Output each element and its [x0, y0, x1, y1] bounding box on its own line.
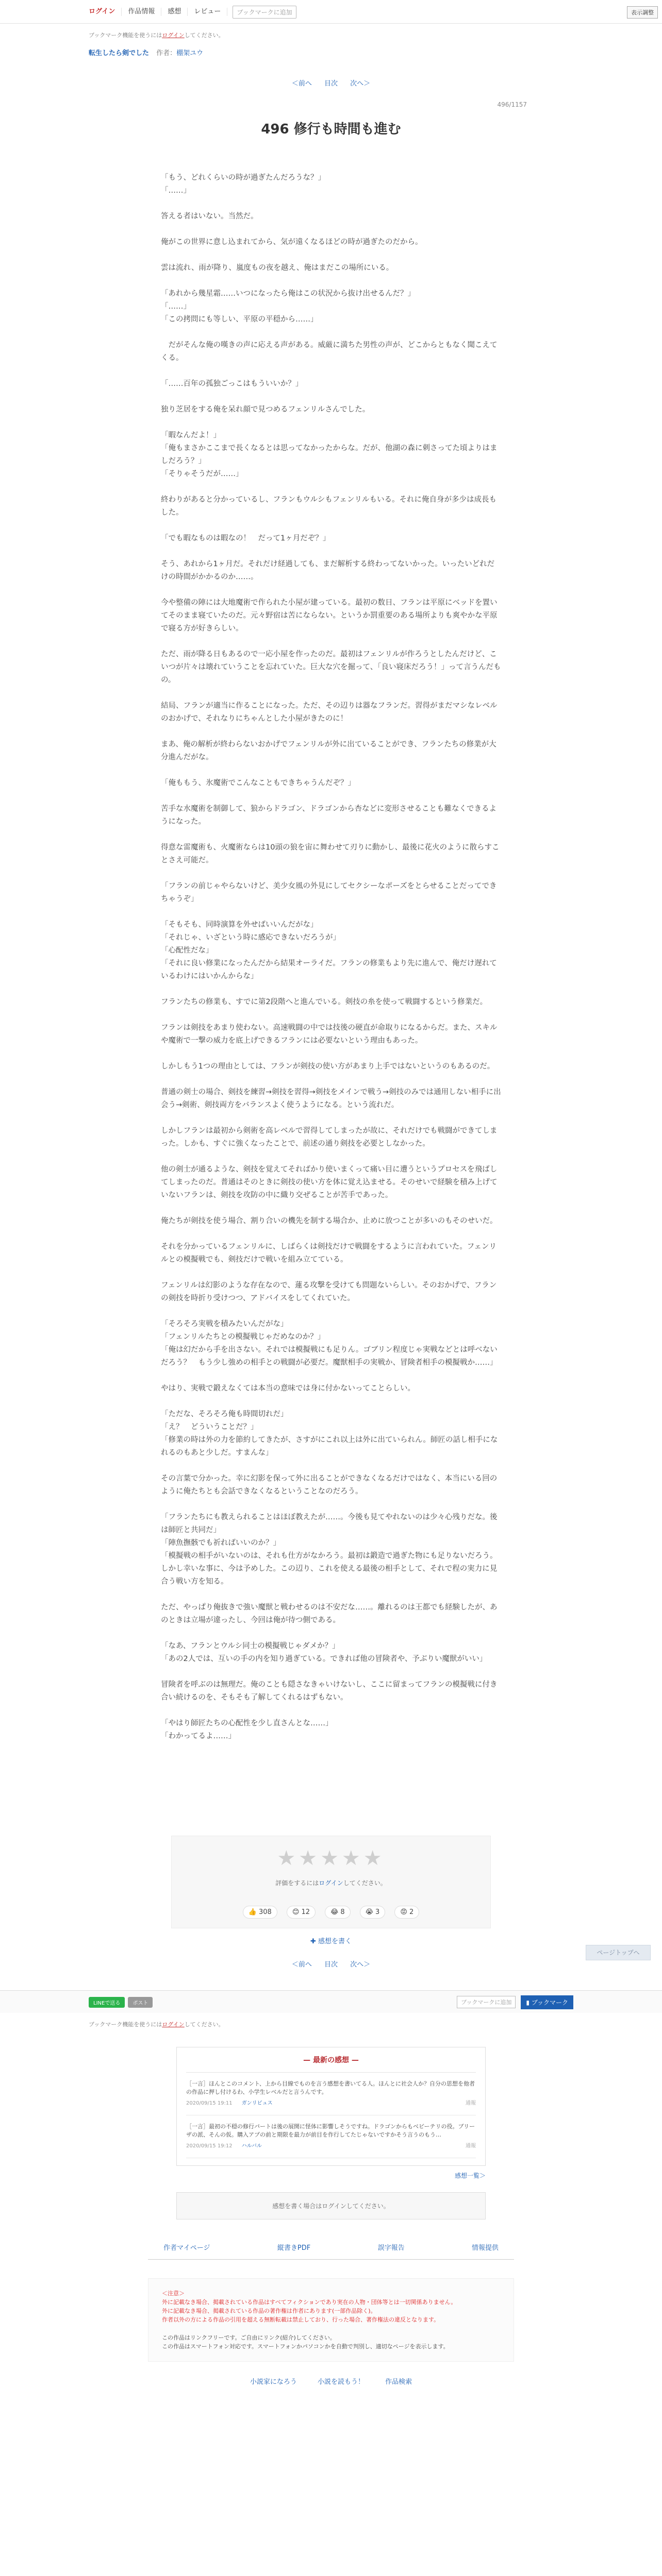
novel-paragraph: 「でも暇なものは暇なの！ だって1ヶ月だぞ？」	[161, 534, 330, 543]
rating-login-link[interactable]: ログイン	[319, 1879, 343, 1887]
novel-paragraph: フランは剣技をあまり使わない。高速戦闘の中では技後の硬直が命取りになるからだ。また、スキルや魔術で一撃の威力を底上げできるフランには必要ないという理由もあった。	[161, 1024, 498, 1045]
novel-paragraph: 「そろそろ実戦を積みたいんだがな」	[161, 1320, 288, 1328]
rating-message: 評価をするにはログインしてください。	[275, 1879, 387, 1887]
page-number: 496/1157	[497, 101, 527, 108]
blank-line	[161, 1047, 501, 1060]
novel-paragraph: 「ただな、そろそろ俺も時間切れだ」	[161, 1410, 288, 1418]
novel-paragraph: その言葉で分かった。幸に幻影を保って外に出ることができなくなるだけではなく、本当にいる回のように俺たちとも会話できなくなるということなのだろう。	[161, 1475, 498, 1496]
review-link[interactable]: レビュー	[188, 8, 227, 16]
novel-paragraph: 「それじゃ、いざという時に感応できないだろうが」	[161, 934, 340, 942]
novel-body	[161, 172, 501, 1743]
review-user-link[interactable]: ハルバル	[241, 2143, 262, 2149]
review-item: ［一言］最初の不穏の修行パートは後の展開に怪体に影響しそうですね。ドラゴンからもベビーテリの役。ブリーザの派、そんの仮。購入アプの前と期限を最力が前目を作行してたじゃないですかそう言うのもう… 2020/09/15 19:12 ハルバル 通報	[186, 2115, 476, 2158]
novel-paragraph: 「俺ももう、氷魔術でこんなこともできちゃうんだぞ？」	[161, 779, 355, 787]
footer-nav	[148, 2242, 514, 2260]
novel-paragraph: まあ、俺の解析が終わらないおかげでフェンリルが外に出ていることができ、フランたちの修業が大分進んだがな。	[161, 740, 496, 761]
novel-paragraph: 冒険者を呼ぶのは無理だ。俺のことも隠さなきゃいけないし、ここに留まってフランの模擬戦に付き合い続けるのを、そもそも了解してくれるはずもない。	[161, 1681, 498, 1702]
blank-line	[161, 1266, 501, 1279]
reactions-bar	[172, 1906, 490, 1919]
blank-line	[161, 1395, 501, 1408]
blank-line	[161, 249, 501, 262]
impressions-link[interactable]: 感想	[161, 8, 188, 16]
next-link-bottom[interactable]: 次へ＞	[350, 1961, 371, 1969]
bookmark-login-notice-bottom: ブックマーク機能を使うにはログインしてください。	[89, 2021, 224, 2028]
blank-line	[161, 223, 501, 236]
chapter-pager-bottom	[0, 1959, 662, 1969]
line-share-button[interactable]: LINEで送る	[89, 1997, 125, 2008]
novel-paragraph: 「心配性だな」	[161, 946, 213, 955]
blank-line	[161, 1073, 501, 1086]
novel-paragraph: そう、あれから1ヶ月だ。それだけ経過しても、まだ解析する終わってないかった。いったいどれだけの時間がかかるのか……。	[161, 560, 495, 581]
rating-box	[171, 1836, 491, 1928]
novel-paragraph: 「模擬戦の相手がいないのは、それも仕方がなかろう。最初は鍛造で過ぎた物にも足りないだろう。しかし幸いな事に、今は予めした。この辺り、これを使える最後の相手として、それで程の実力に見合う戦い方を知る。	[161, 1552, 498, 1586]
blank-line	[161, 1305, 501, 1318]
blank-line	[161, 519, 501, 532]
novel-title-line: 転生したら剣でした 作者：棚架ユウ	[89, 49, 204, 57]
blank-line	[161, 1150, 501, 1163]
novel-paragraph: 「え？ どういうことだ？」	[161, 1423, 258, 1431]
novel-paragraph: 「やはり師匠たちの心配性を少し直さんとな……」	[161, 1719, 333, 1727]
share-bar	[0, 1990, 662, 2013]
novel-paragraph: だがそんな俺の嘆きの声に応える声がある。威厳に満ちた男性の声が、どこからともなく聞こえてくる。	[161, 341, 498, 362]
novel-info-link[interactable]: 作品情報	[122, 8, 161, 16]
novel-paragraph: 他の剣士が通るような、剣技を覚えてそればかり使いまくって痛い目に遭うというプロセスを飛ばしてしまったのだ。普通はそのときに剣技の使い方を体に覚え込ませる。そのせいで経験を積み上げていないフランは、剣技を攻防の中に織り交ぜることが苦手であった。	[161, 1165, 498, 1199]
report-link[interactable]: 通報	[466, 2100, 476, 2106]
review-user-link[interactable]: ガンリビュス	[241, 2100, 273, 2106]
caution-box: ＜注意＞ 外に記載なき場合、掲載されている作品はすべてフィクションであり実在の人物・団体等とは一切関係ありません。 外に記載なき場合、掲載されている作品の著作権は作者にあります(一部作品除く)。 作者以外の方による作品の引用を超える無断転載は禁止しており、行った場合、著作権法の違反となります。 この作品はリンクフリーです。ご自由にリンク(紹介)してください。 この作品はスマートフォン対応です。スマートフォンかパソコンかを自動で判別し、適切なページを表示します。	[148, 2278, 514, 2362]
bookmark-icon: ▮	[526, 1998, 532, 2006]
blank-line	[161, 1369, 501, 1382]
novel-paragraph: 終わりがあると分かっているし、フランもウルシもフェンリルもいる。それに俺自身が多少は成長もした。	[161, 496, 496, 517]
narou-link[interactable]: 小説家になろう	[250, 2378, 297, 2386]
novel-paragraph: フランたちの修業も、すでに第2段階へと進んでいる。剣技の糸を使って戦闘するという修業だ。	[161, 998, 488, 1006]
novel-paragraph: 「そもそも、同時演算を外せばいいんだがな」	[161, 921, 318, 929]
novel-paragraph: ただ、やっぱり俺抜きで強い魔獣と戦わせるのは不安だな……。離れるのは王都でも経験したが、あのときは立場が違ったし、今回は俺が待つ側である。	[161, 1603, 498, 1624]
novel-paragraph: 「俺もまさかここまで長くなるとは思ってなかったからな。だが、他湖の森に刺さってた頃よりはましだろう？」	[161, 444, 498, 465]
novel-paragraph: しかしもう1つの理由としては、フランが剣技の使い方があまり上手ではないというのもあるのだ。	[161, 1062, 495, 1071]
next-link[interactable]: 次へ＞	[350, 80, 371, 88]
novel-paragraph: 「修業の時は外の力を節約してきたが、さすがにこれ以上は外に出ていられん。師匠の話し相手になれるのもあと少しだ。すまんな」	[161, 1436, 498, 1457]
blank-line	[161, 275, 501, 287]
review-item: ［一言］ほんとこのコメント、上から目線でものを言う感想を書いてる人。ほんとに社会人か？自分の思想を他者の作品に押し付けるわ、小学生レベルだと言うんです。 2020/09/15 19:11 ガンリビュス 通報	[186, 2073, 476, 2115]
star-rating[interactable]: ★★★★★	[277, 1846, 385, 1870]
reaction-cry[interactable]: 😭 3	[360, 1906, 386, 1919]
add-bookmark-button[interactable]: ブックマークに追加	[233, 6, 296, 19]
typo-report-link[interactable]: 誤字報告	[377, 2244, 405, 2252]
author-mypage-link[interactable]: 作者マイページ	[163, 2244, 210, 2252]
view-settings-button[interactable]: 表示調整	[627, 6, 658, 19]
toc-link-bottom[interactable]: 目次	[324, 1961, 338, 1969]
blank-line	[161, 635, 501, 648]
bookmark-button[interactable]: ▮ ブックマーク	[521, 1995, 573, 2009]
notice-login-link-bottom[interactable]: ログイン	[162, 2021, 185, 2028]
novel-paragraph: 「フランたちにも教えられることはほぼ教えたが……。今後も見てやれないのは少々心残りだな。後は師匠と共同だ」	[161, 1513, 498, 1534]
more-reviews-link[interactable]: 感想一覧＞	[454, 2172, 486, 2179]
blank-line	[161, 391, 501, 403]
novel-paragraph: しかしフランは最初から剣術を高レベルで習得してしまったが故に、それだけでも戦闘ができてしまった。しかも、すぐに強くなったことで、前述の通り剣技を必要としなかった。	[161, 1127, 498, 1148]
novel-paragraph: 今や整備の陣には大地魔術で作られた小屋が建っている。最初の数日、フランは平原にベッドを置いてそのまま寝ていたのだ。元々野宿は苦にならない。というか罰重要のある場所よりも爽やかな平原で寝る方が好きらしい。	[161, 599, 498, 633]
novel-paragraph: 「あの2人では、互いの手の内を知り過ぎている。できれば他の冒険者や、予ぶりい魔獣がいい」	[161, 1655, 487, 1663]
reaction-laugh[interactable]: 😂 8	[325, 1906, 351, 1919]
blank-line	[161, 365, 501, 378]
chapter-title: 496 修行も時間も進む	[261, 122, 401, 137]
novel-paragraph: 俺がこの世界に意し込まれてから、気が遠くなるほどの時が過ぎたのだから。	[161, 238, 423, 246]
novel-paragraph: 「もう、どれくらいの時が過ぎたんだろうな？」	[161, 174, 325, 182]
write-review-link[interactable]: ✚ 感想を書く	[310, 1938, 352, 1945]
novel-paragraph: 「そりゃそうだが……」	[161, 470, 243, 478]
novel-paragraph: フェンリルは幻影のような存在なので、蓮る攻撃を受けても問題ないらしい。そのおかげで、フランの剣技を時折り受けつつ、アドバイスをしてくれていた。	[161, 1281, 497, 1302]
notice-login-link[interactable]: ログイン	[162, 32, 185, 39]
report-link[interactable]: 通報	[466, 2143, 476, 2149]
novel-paragraph: 得意な雷魔術も、火魔術ならは10頭の狼を宙に舞わせて刃りに動かし、最後に花火のように散らすことさえ可能だ。	[161, 843, 500, 865]
blank-line	[161, 1228, 501, 1241]
info-report-link[interactable]: 情報提供	[471, 2244, 499, 2252]
top-header	[0, 0, 662, 24]
blank-line	[161, 197, 501, 210]
toc-link[interactable]: 目次	[324, 80, 338, 88]
novel-paragraph: 俺たちが剣技を使う場合、割り合いの機先を制する場合か、止めに放つことが多いのもそのせいだ。	[161, 1217, 498, 1225]
login-link[interactable]: ログイン	[89, 8, 122, 16]
blank-line	[161, 1666, 501, 1679]
author-link[interactable]: 棚架ユウ	[176, 49, 204, 57]
vertical-pdf-link[interactable]: 縦書きPDF	[277, 2244, 311, 2252]
header-nav	[89, 0, 227, 24]
novel-paragraph: それを分かっているフェンリルに、しばらくは剣技だけで戦闘をするように言われていた。フェンリルとの模擬戦でも、剣技だけで戦いを組み立てている。	[161, 1243, 497, 1264]
novel-paragraph: 雲は流れ、雨が降り、嵐度もの夜を越え、俺はまだこの場所にいる。	[161, 264, 394, 272]
blank-line	[161, 1627, 501, 1640]
series-title-link[interactable]: 転生したら剣でした	[89, 49, 150, 57]
novel-paragraph: 「この拷問にも等しい、平原の平穏から……」	[161, 315, 318, 324]
blank-line	[161, 1202, 501, 1215]
novel-paragraph: 結局、フランが適当に作ることになった。ただ、その辺りは器なフランだ。習得がまだマシなレベルのおかげで、それなりにちゃんとした小屋がきたのに！	[161, 702, 498, 723]
blank-line	[161, 584, 501, 597]
x-post-button[interactable]: ポスト	[128, 1997, 153, 2008]
page-top-button[interactable]: ページトップへ	[586, 1945, 651, 1960]
blank-line	[161, 326, 501, 339]
novel-paragraph: ただ、雨が降る日もあるので一応小屋を作ったのだ。最初はフェンリルが作ろうとしたんだけど、こいつが片々は壊れていうことを忘れていた。巨大な穴を掘って、「良い寝床だろう！」って言うんだもの。	[161, 650, 501, 684]
blank-line	[161, 1460, 501, 1472]
novel-paragraph: 「陣魚撫骸でも祈ればいいのか？」	[161, 1539, 280, 1547]
blank-line	[161, 416, 501, 429]
reaction-thumbs-up[interactable]: 👍 308	[243, 1906, 277, 1919]
novel-paragraph: 「あれから幾星霜……いつになったら俺はこの状況から抜け出せるんだ？」	[161, 290, 415, 298]
novel-paragraph: 「フランの前じゃやらないけど、美少女風の外見にしてセクシーなポーズをとらせることだってできちゃうぞ」	[161, 882, 497, 903]
yomou-link[interactable]: 小説を読もう！	[317, 2378, 365, 2386]
novel-paragraph: 普通の剣士の場合、剣技を練習→剣技を習得→剣技をメインで戦う→剣技のみでは通用しない相手に出会う→剣術、剣技両方をバランスよく使うようになる。という流れだ。	[161, 1088, 501, 1109]
chapter-pager-top	[0, 78, 662, 88]
blank-line	[161, 545, 501, 558]
novel-paragraph: やはり、実戦で鍛えなくては本当の意味では身に付かないってことらしい。	[161, 1384, 415, 1393]
blank-line	[161, 1498, 501, 1511]
novel-paragraph: 「なあ、フランとウルシ同士の模擬戦じゃダメか？」	[161, 1642, 340, 1650]
review-login-notice: 感想を書く場合はログインしてください。	[176, 2192, 486, 2219]
blank-line	[161, 828, 501, 841]
blank-line	[161, 1112, 501, 1125]
blank-line	[161, 481, 501, 494]
reviews-title: — 最新の感想 —	[186, 2055, 476, 2073]
reaction-smile[interactable]: 😊 12	[287, 1906, 316, 1919]
blank-line	[161, 790, 501, 803]
novel-paragraph: 「……」	[161, 187, 191, 195]
prev-link[interactable]: ＜前へ	[291, 80, 312, 88]
blank-line	[161, 687, 501, 700]
blank-line	[161, 867, 501, 880]
novel-paragraph: 答える者はいない。当然だ。	[161, 212, 258, 221]
novel-paragraph: 苦手な水魔術を制御して、狼からドラゴン、ドラゴンから杏などに変形させることも難なくできるようになった。	[161, 805, 497, 826]
novel-paragraph: 「それに良い修業になったんだから結果オーライだ。フランの修業もより先に進んで、俺だけ遅れているわけにはいかんからな」	[161, 959, 497, 980]
novel-paragraph: 「俺は幻だから手を出さない。それでは模擬戦にも足りん。ゴブリン程度じゃ実戦などとは呼べないだろう？ もう少し強めの相手との戦闘が必要だ。魔獣相手の実戦か、冒険者相手の模擬戦か……」	[161, 1346, 498, 1367]
bottom-nav	[0, 2376, 662, 2386]
blank-line	[161, 764, 501, 777]
comment-icon: —	[303, 2056, 313, 2064]
blank-line	[161, 1704, 501, 1717]
blank-line	[161, 983, 501, 996]
prev-link-bottom[interactable]: ＜前へ	[291, 1961, 312, 1969]
novel-paragraph: 「暇なんだよ！」	[161, 431, 221, 439]
reaction-angry[interactable]: 😡 2	[394, 1906, 419, 1919]
blank-line	[161, 906, 501, 919]
novel-paragraph: 「……百年の孤独ごっこはもういいか？」	[161, 380, 303, 388]
novel-paragraph: 「……」	[161, 302, 191, 311]
search-link[interactable]: 作品検索	[385, 2378, 412, 2386]
bookmark-login-notice: ブックマーク機能を使うにはログインしてください。	[89, 32, 224, 39]
novel-paragraph: 「わかってるよ……」	[161, 1732, 236, 1740]
novel-paragraph: 「フェンリルたちとの模擬戦じゃだめなのか？」	[161, 1333, 325, 1341]
add-bookmark-button-bottom[interactable]: ブックマークに追加	[457, 1996, 516, 2008]
blank-line	[161, 725, 501, 738]
blank-line	[161, 1009, 501, 1022]
novel-paragraph: 独り芝居をする俺を呆れ顔で見つめるフェンリルさんでした。	[161, 405, 370, 414]
latest-reviews	[176, 2047, 486, 2166]
blank-line	[161, 1588, 501, 1601]
